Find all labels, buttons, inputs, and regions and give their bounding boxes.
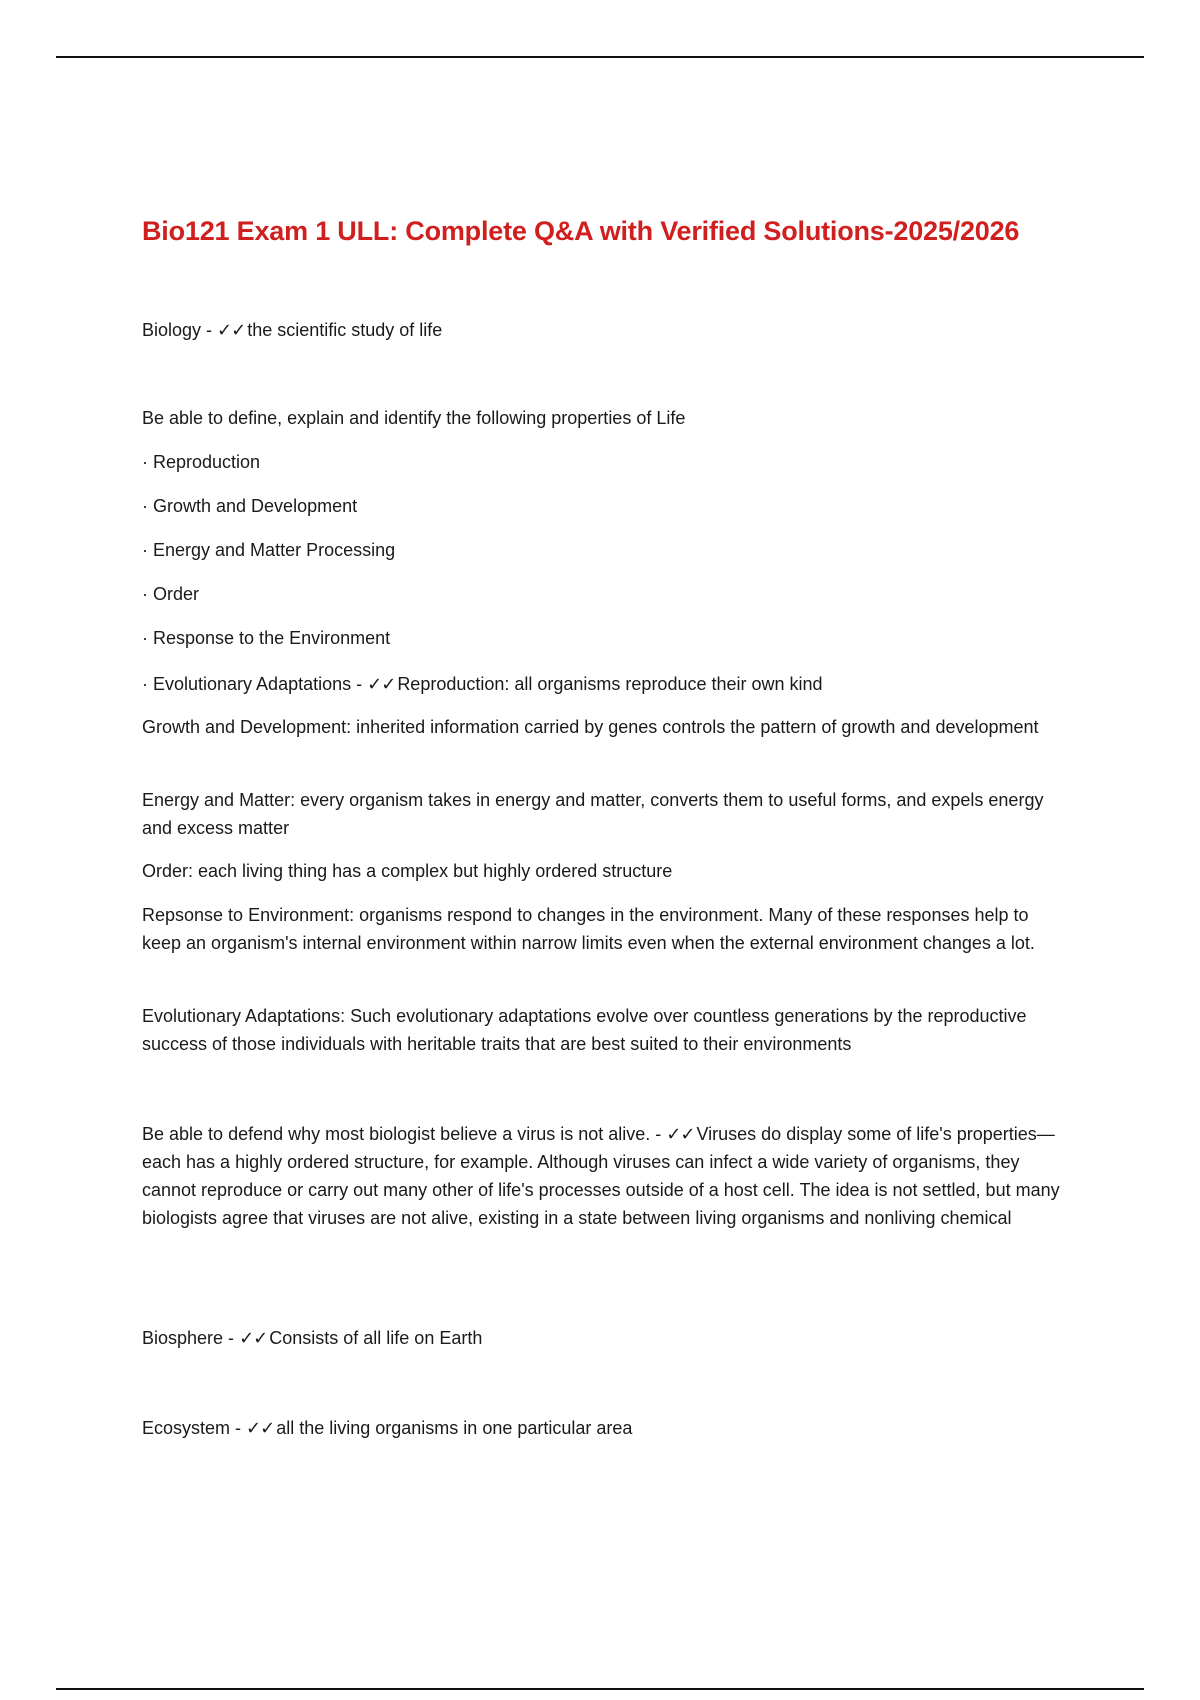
- qa-properties: [142, 670, 1062, 698]
- document-title: Bio121 Exam 1 ULL: Complete Q&A with Verified Solutions-2025/2026: [142, 216, 1020, 246]
- check-icon: ✓✓: [246, 1418, 275, 1438]
- term: Ecosystem -: [142, 1418, 242, 1438]
- check-icon: ✓✓: [217, 320, 246, 340]
- check-icon: ✓✓: [367, 674, 396, 694]
- term: Be able to defend why most biologist believe a virus is not alive. -: [142, 1124, 662, 1144]
- list-item: · Response to the Environment: [142, 628, 391, 648]
- paragraph: Repsonse to Environment: organisms respond to changes in the environment. Many of these responses help to keep an organism's internal environment within narrow limits even when the external environment changes a lot.: [142, 905, 1035, 953]
- list-item: · Energy and Matter Processing: [142, 540, 396, 560]
- qa-biosphere: [142, 1324, 1062, 1352]
- list-item: · Growth and Development: [142, 496, 358, 516]
- paragraph: Evolutionary Adaptations: Such evolutionary adaptations evolve over countless generations by the reproductive success of those individuals with heritable traits that are best suited to their environments: [142, 1006, 1027, 1054]
- paragraph: Energy and Matter: every organism takes in energy and matter, converts them to useful forms, and expels energy and excess matter: [142, 790, 1044, 838]
- qa-ecosystem: [142, 1414, 1062, 1442]
- answer: Viruses do display some of life's properties—each has a highly ordered structure, for example. Although viruses can infect a wide variety of organisms, they cannot reproduce or carry out many other of life's processes outside of a host cell. The idea is not settled, but many biologists agree that viruses are not alive, existing in a state between living organisms and nonliving chemical: [142, 1124, 1060, 1228]
- properties-intro: Be able to define, explain and identify the following properties of Life: [142, 408, 686, 428]
- check-icon: ✓✓: [239, 1328, 268, 1348]
- term: · Evolutionary Adaptations -: [142, 674, 363, 694]
- top-rule: [56, 56, 1144, 58]
- check-icon: ✓✓: [666, 1124, 695, 1144]
- list-item: · Reproduction: [142, 452, 261, 472]
- answer: Reproduction: all organisms reproduce their own kind: [397, 674, 823, 694]
- answer: the scientific study of life: [247, 320, 443, 340]
- bottom-rule: [56, 1688, 1144, 1690]
- list-item: · Order: [142, 584, 200, 604]
- paragraph: Growth and Development: inherited information carried by genes controls the pattern of growth and development: [142, 717, 1039, 737]
- term: Biology -: [142, 320, 213, 340]
- answer: all the living organisms in one particular area: [276, 1418, 633, 1438]
- answer: Consists of all life on Earth: [269, 1328, 483, 1348]
- qa-virus: [142, 1120, 1062, 1232]
- paragraph: Order: each living thing has a complex but highly ordered structure: [142, 861, 673, 881]
- qa-biology: [142, 316, 1062, 344]
- term: Biosphere -: [142, 1328, 235, 1348]
